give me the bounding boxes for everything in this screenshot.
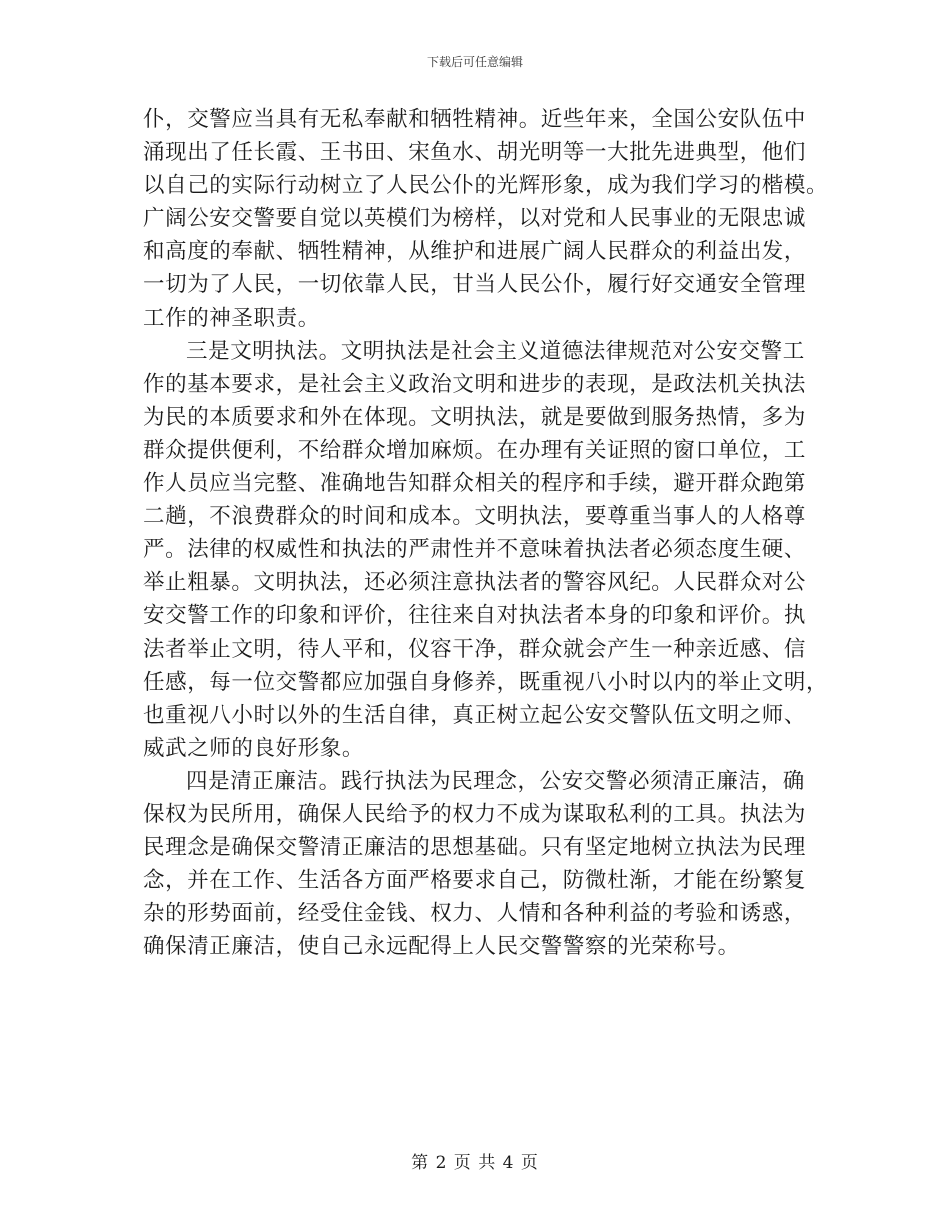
text-line: 确保清正廉洁，使自己永远配得上人民交警警察的光荣称号。 — [143, 934, 740, 960]
document-body — [143, 103, 829, 963]
text-line: 和高度的奉献、牺牲精神，从维护和进展广阔人民群众的利益出发， — [143, 239, 807, 265]
paragraph-1 — [143, 103, 829, 335]
text-line: 任感，每一位交警都应加强自身修养，既重视八小时以内的举止文明， — [143, 669, 829, 695]
text-line: 念，并在工作、生活各方面严格要求自己，防微杜渐，才能在纷繁复 — [143, 868, 807, 894]
text-line: 威武之师的良好形象。 — [143, 735, 365, 761]
text-line: 严。法律的权威性和执法的严肃性并不意味着执法者必须态度生硬、 — [143, 537, 807, 563]
text-line: 保权为民所用，确保人民给予的权力不成为谋取私利的工具。执法为 — [143, 801, 807, 827]
text-line: 作人员应当完整、准确地告知群众相关的程序和手续，避开群众跑第 — [143, 471, 807, 497]
text-line: 以自己的实际行动树立了人民公仆的光辉形象，成为我们学习的楷模。 — [143, 173, 829, 199]
text-line: 工作的神圣职责。 — [143, 305, 320, 331]
text-line: 群众提供便利，不给群众增加麻烦。在办理有关证照的窗口单位，工 — [143, 437, 807, 463]
page-number-footer: 第 2 页 共 4 页 — [411, 1153, 539, 1173]
text-line: 仆，交警应当具有无私奉献和牺牲精神。近些年来，全国公安队伍中 — [143, 107, 807, 132]
text-line: 四是清正廉洁。践行执法为民理念，公安交警必须清正廉洁，确 — [186, 768, 805, 794]
text-line: 三是文明执法。文明执法是社会主义道德法律规范对公安交警工 — [186, 338, 805, 364]
text-line: 涌现出了任长霞、王书田、宋鱼水、胡光明等一大批先进典型，他们 — [143, 140, 807, 166]
paragraph-2 — [143, 335, 829, 765]
text-line: 举止粗暴。文明执法，还必须注意执法者的警容风纪。人民群众对公 — [143, 570, 807, 596]
page-header: 下载后可任意编辑 — [426, 55, 523, 69]
text-line: 作的基本要求，是社会主义政治文明和进步的表现，是政法机关执法 — [143, 371, 807, 397]
paragraph-3 — [143, 765, 823, 964]
text-line: 为民的本质要求和外在体现。文明执法，就是要做到服务热情，多为 — [143, 404, 807, 430]
text-line: 民理念是确保交警清正廉洁的思想基础。只有坚定地树立执法为民理 — [143, 835, 807, 861]
text-line: 法者举止文明，待人平和，仪容干净，群众就会产生一种亲近感、信 — [143, 636, 807, 662]
text-line: 二趟，不浪费群众的时间和成本。文明执法，要尊重当事人的人格尊 — [143, 504, 807, 530]
text-line: 安交警工作的印象和评价，往往来自对执法者本身的印象和评价。执 — [143, 603, 807, 629]
text-line: 广阔公安交警要自觉以英模们为榜样，以对党和人民事业的无限忠诚 — [143, 206, 807, 232]
text-line: 杂的形势面前，经受住金钱、权力、人情和各种利益的考验和诱惑， — [143, 901, 807, 927]
text-line: 一切为了人民，一切依靠人民，甘当人民公仆，履行好交通安全管理 — [143, 272, 807, 298]
text-line: 也重视八小时以外的生活自律，真正树立起公安交警队伍文明之师、 — [143, 702, 807, 728]
